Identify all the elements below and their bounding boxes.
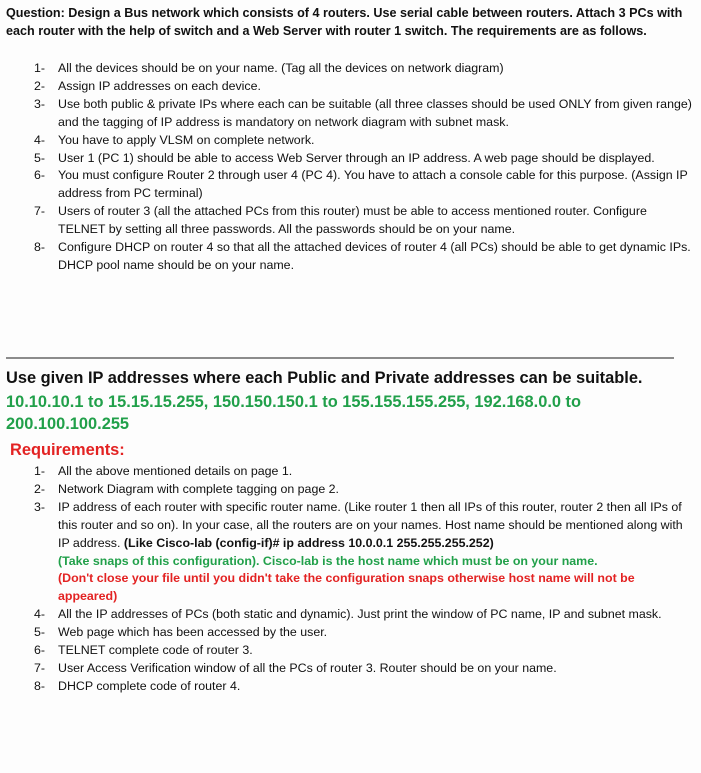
item-text: TELNET complete code of router 3. [58,643,253,658]
item-text: User 1 (PC 1) should be able to access Web Server through an IP address. A web page should be displayed. [58,150,655,165]
item-text: Web page which has been accessed by the user. [58,625,328,640]
item-number: 6- [34,168,46,183]
question-paragraph: Question: Design a Bus network which consists of 4 routers. Use serial cable between routers. Attach 3 PCs with each router with the help of switch and a Web Server with router 1 switch. The requirements are as follows. [6,6,683,39]
list-item [6,642,692,660]
item-text: Use both public & private IPs where each can be suitable (all three classes should be used ONLY from given range) and the tagging of IP address is mandatory on network diagram with subnet mask. [58,96,692,129]
item-text: Assign IP addresses on each device. [58,78,261,93]
item-number: 8- [34,678,46,693]
item-number: 1- [34,464,46,478]
list-item [6,96,692,132]
list-item [6,167,692,203]
snap-instruction: (Take snaps of this configuration). Cisco-lab is the host name which must be on your name. [58,553,598,568]
ip-ranges: 10.10.10.1 to 15.15.15.255, 150.150.150.1 to 155.155.155.255, 192.168.0.0 to 200.100.100.255 [6,393,582,433]
item-number: 7- [34,204,46,219]
list-item [6,499,692,606]
list-item [6,463,692,481]
item-text: All the IP addresses of PCs (both static and dynamic). Just print the window of PC name, IP and subnet mask. [58,607,662,622]
item-text: All the above mentioned details on page 1. [58,464,293,478]
list-item [6,78,692,96]
item-number: 5- [34,150,46,165]
list-item [6,203,692,239]
item-number: 3- [34,499,46,514]
list-item [6,132,692,150]
requirements-list [6,60,692,275]
given-addresses-heading: Use given IP addresses where each Public and Private addresses can be suitable. [6,369,643,387]
deliverables-list [6,463,692,696]
item-text: Network Diagram with complete tagging on page 2. [58,481,340,496]
item-number: 7- [34,660,46,675]
item-text: You have to apply VLSM on complete network. [58,132,315,147]
item-text: Configure DHCP on router 4 so that all the attached devices of router 4 (all PCs) should be able to get dynamic IPs. DHCP pool name should be on your name. [58,240,691,272]
item-text: User Access Verification window of all the PCs of router 3. Router should be on your name. [58,660,557,675]
warning-note: (Don't close your file until you didn't take the configuration snaps otherwise host name will not be appeared) [58,571,635,604]
list-item [6,60,692,78]
requirements-heading: Requirements: [10,441,125,459]
config-example: (Like Cisco-lab (config-if)# ip address 10.0.0.1 255.255.255.252) [123,535,494,550]
item-number: 2- [34,481,46,496]
item-number: 4- [34,607,46,622]
list-item [6,678,692,696]
list-item [6,606,692,624]
item-text: Users of router 3 (all the attached PCs from this router) must be able to access mentioned router. Configure TELNET by setting all three passwords. All the passwords should be on your name. [58,204,647,237]
item-number: 6- [34,643,46,658]
list-item [6,660,692,678]
list-item [6,624,692,642]
item-number: 1- [34,61,46,75]
item-number: 3- [34,96,46,111]
list-item [6,239,692,275]
item-number: 2- [34,78,46,93]
item-number: 5- [34,625,46,640]
item-text: IP address of each router with specific router name. (Like router 1 then all IPs of this router, router 2 then all IPs of this router and so on). In your case, all the routers are on your names. Host name should be mentioned along with IP address. [58,499,683,550]
list-item [6,481,692,499]
item-text: You must configure Router 2 through user 4 (PC 4). You have to attach a console cable for this purpose. (Assign IP address from PC terminal) [58,168,688,201]
list-item [6,150,692,168]
item-number: 4- [34,132,46,147]
item-text: DHCP complete code of router 4. [58,678,241,693]
item-number: 8- [34,240,46,255]
item-text: All the devices should be on your name. (Tag all the devices on network diagram) [58,61,504,75]
section-divider [6,357,674,359]
